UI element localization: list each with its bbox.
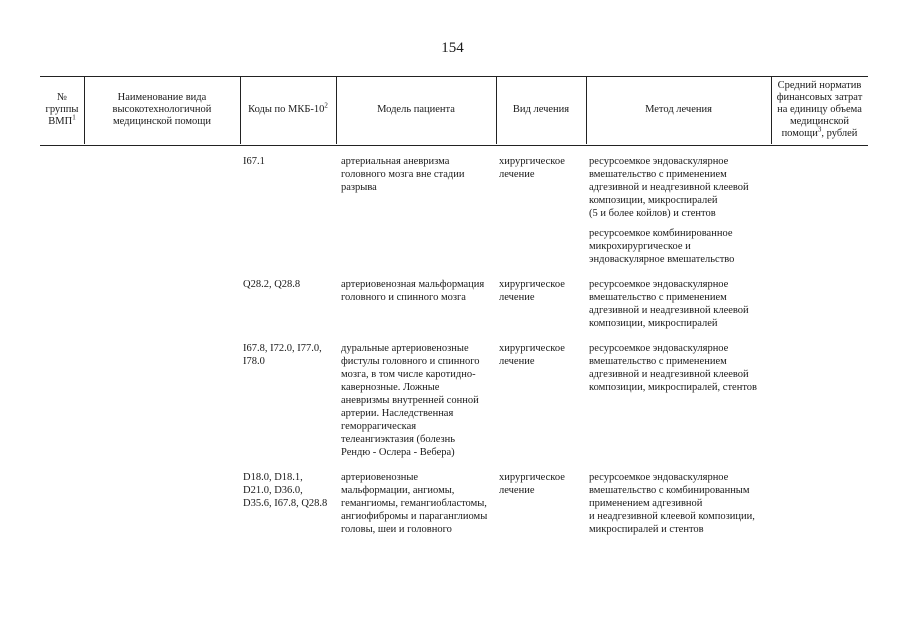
row-model: артериовенозная мальформация головного и спинного мозга [341,279,485,303]
row-method: ресурсоемкое эндоваскулярное вмешательство с применением адгезивной и неадгезивной клеевой композиции, микроспиралей [589,279,749,329]
row-codes: I67.1 [243,156,265,167]
header-method: Метод лечения [645,104,712,115]
header-name: Наименование вида высокотехнологичной медицинской помощи [112,92,212,127]
row-treatment: хирургическое лечение [499,343,565,367]
header-codes: Коды по МКБ-$10^2$ [248,101,328,115]
page-number: 154 [441,40,464,56]
header-cost: Средний норматив финансовых затрат на единицу объема медицинской помощи$^3$, рублей [776,80,863,139]
row-treatment: хирургическое лечение [499,156,565,180]
row-codes: I67.8, I72.0, I77.0, I78.0 [243,343,322,367]
row-method: ресурсоемкое эндоваскулярное вмешательство с применением адгезивной и неадгезивной клеевой композиции, микроспиралей (5 и более койлов) и стентов [589,156,749,219]
row-codes: Q28.2, Q28.8 [243,279,301,290]
row-method: ресурсоемкое эндоваскулярное вмешательство с комбинированным применением адгезивной и неадгезивной клеевой композиции, микроспиралей и стентов [589,472,755,535]
row-method: ресурсоемкое комбинированное микрохирургическое и эндоваскулярное вмешательство [589,228,735,265]
row-treatment: хирургическое лечение [499,472,565,496]
row-model: дуральные артериовенозные фистулы головного и спинного мозга, в том числе каротидно- кавернозные. Ложные аневризмы внутренней сонной артерии. Наследственная геморрагическая телеангиэктазия (болезнь Рендю - Ослера - Вебера) [341,343,480,458]
header-treatment-type: Вид лечения [512,104,570,115]
header-model: Модель пациента [377,104,455,115]
row-treatment: хирургическое лечение [499,279,565,303]
row-codes: D18.0, D18.1, D21.0, D36.0, D35.6, I67.8, Q28.8 [243,472,328,509]
header-group: № группы ВМП$^1$ [45,92,79,127]
row-model: артериовенозные мальформации, ангиомы, гемангиомы, гемангиобластомы, ангиофибромы и параганглиомы головы, шеи и головного [341,472,488,535]
row-model: артериальная аневризма головного мозга вне стадии разрыва [341,156,465,193]
row-method: ресурсоемкое эндоваскулярное вмешательство с применением адгезивной и неадгезивной клеевой композиции, микроспиралей, стентов [589,343,757,393]
